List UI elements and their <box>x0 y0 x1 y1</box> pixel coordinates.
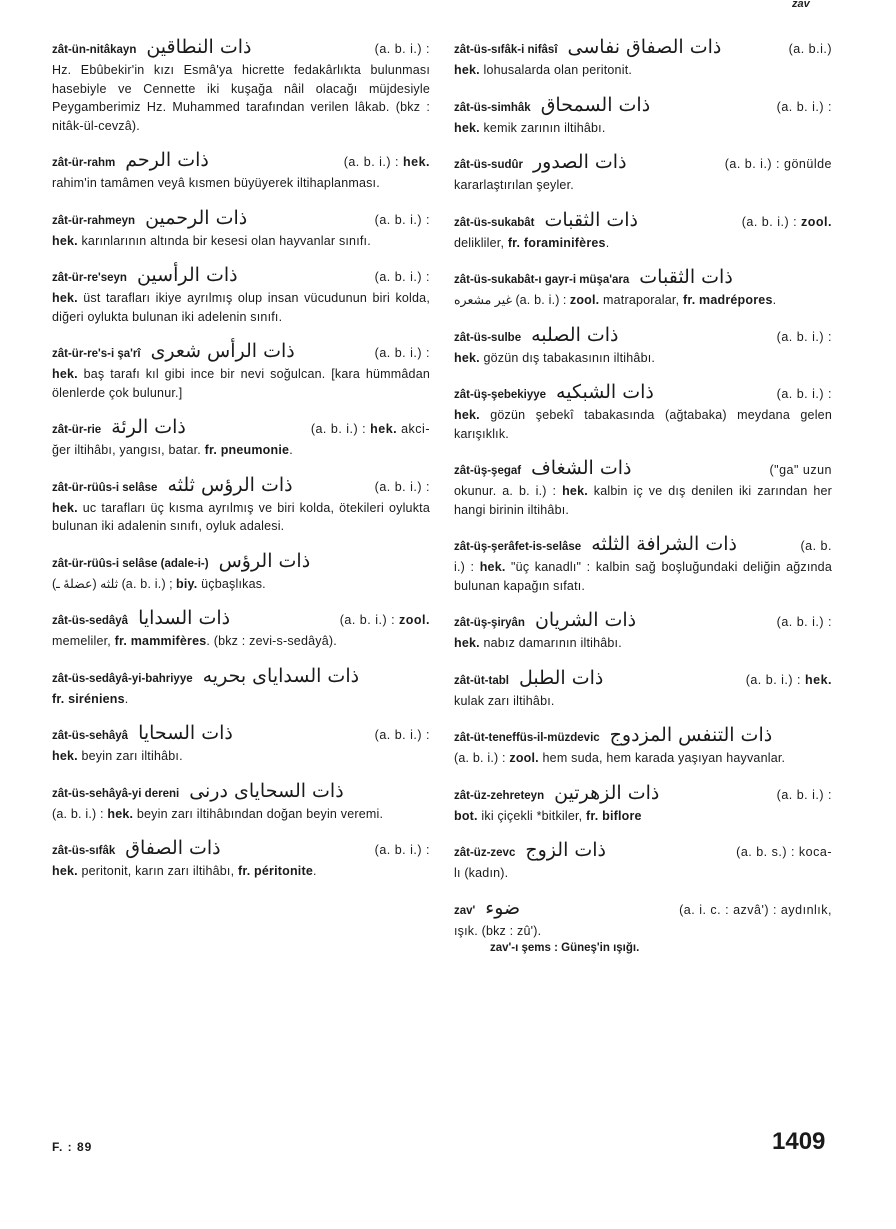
entry-arabic: ذات السحايای درنى <box>189 779 344 802</box>
entry-arabic: ذات النطاقين <box>146 36 252 58</box>
entry-tag: (a. b. i.) : <box>374 212 430 227</box>
entry-definition: hek. beyin zarı iltihâbı. <box>52 749 183 763</box>
entry-lemma: zât-üş-şiryân <box>454 617 525 629</box>
dictionary-entry <box>52 550 430 594</box>
dictionary-entry <box>52 780 430 824</box>
entry-arabic: ذات الرؤس <box>218 549 311 572</box>
entry-head <box>52 149 430 174</box>
entry-lemma: zât-ür-rie <box>52 424 102 436</box>
dictionary-entry <box>52 340 430 402</box>
entry-head <box>454 782 832 807</box>
dictionary-entry <box>52 264 430 326</box>
entry-lemma: zât-üş-şerâfet-is-selâse <box>454 541 582 553</box>
entry-head <box>454 897 832 922</box>
entry-arabic: ذات التنفس المزدوج <box>609 724 773 746</box>
entry-head <box>454 324 832 349</box>
entry-lemma: zât-üs-sudûr <box>454 159 523 171</box>
entry-lemma: zât-üs-sıfâk <box>52 845 116 857</box>
entry-lemma: zât-ün-nitâkayn <box>52 44 137 56</box>
entry-definition: kararlaştırılan şeyler. <box>454 178 574 192</box>
entry-arabic: ذات الصلبه <box>531 323 619 346</box>
dictionary-entry <box>454 94 832 138</box>
entry-definition: hek. gözün dış tabakasının iltihâbı. <box>454 350 656 365</box>
entry-head <box>454 533 832 558</box>
entry-tag: (a. b. <box>800 539 832 553</box>
dictionary-entry <box>454 897 832 941</box>
entry-arabic: ذات الشبكيه <box>556 381 654 403</box>
entry-head <box>454 724 832 749</box>
running-head: zav <box>792 0 810 10</box>
entry-definition: hek. uc tarafları üç kısma ayrılmış ve biri kolda, ötekileri oylukta bulunan iki adalenin sınıfı, oyluk adalesi. <box>52 500 430 533</box>
entry-arabic: ذات السحايا <box>138 722 233 744</box>
entry-arabic: ذات الثقبات <box>639 266 733 288</box>
dictionary-entry <box>454 724 832 768</box>
entry-definition: i.) : hek. "üç kanadlı" : kalbin sağ boşluğundaki deliğin ağzında bulunan kapağın sıfatı. <box>454 560 832 593</box>
entry-tag: (a. b. i.) : <box>776 99 832 114</box>
dictionary-entry <box>52 474 430 536</box>
entry-lemma: zât-üz-zevc <box>454 847 516 859</box>
printer-signature: F. : 89 <box>52 1140 93 1154</box>
entry-lemma: zât-üs-sıfâk-i nifâsî <box>454 44 558 56</box>
entry-definition: bot. iki çiçekli *bitkiler, fr. biflore <box>454 808 642 823</box>
entry-head <box>52 550 430 575</box>
entry-head <box>52 36 430 61</box>
dictionary-entry <box>52 149 430 193</box>
dictionary-entry <box>52 665 430 709</box>
entry-head <box>454 94 832 119</box>
entry-definition: ğer iltihâbı, yangısı, batar. fr. pneumonie. <box>52 443 293 457</box>
entry-tag: ("ga" uzun <box>769 463 832 477</box>
entry-arabic: ذات الرأس شعرى <box>150 340 295 362</box>
entry-head <box>454 209 832 234</box>
entry-tag: (a. i. c. : azvâ') : aydınlık, <box>679 902 832 917</box>
entry-definition: hek. gözün şebekî tabakasında (ağtabaka) meydana gelen karışıklık. <box>454 408 832 441</box>
entry-definition: fr. siréniens. <box>52 691 129 706</box>
entry-head <box>454 36 832 61</box>
entry-arabic: ذات الرأسين <box>136 264 238 286</box>
entry-definition: hek. baş tarafı kıl gibi ince bir nevi soğulcan. [kara hümmâdan ölenlerde çok bulunur.] <box>52 367 430 400</box>
entry-head <box>454 940 832 956</box>
entry-tag: (a. b. i.) : <box>374 42 430 56</box>
entry-tag: (a. b. i.) : <box>776 329 832 344</box>
entry-arabic: ذات الشريان <box>534 609 637 631</box>
entry-arabic: ذات الصفاق نفاسى <box>567 36 722 58</box>
entry-definition: (ثلثه (عضلهٔ ـ (a. b. i.) ; biy. üçbaşlıkas. <box>52 576 266 591</box>
entry-arabic: ذات الصدور <box>533 151 627 173</box>
entry-definition: kulak zarı iltihâbı. <box>454 693 555 708</box>
dictionary-entry <box>52 207 430 251</box>
entry-head <box>454 151 832 176</box>
entry-arabic: ذات الطبل <box>518 666 604 689</box>
dictionary-entry <box>52 722 430 766</box>
entry-head <box>52 780 430 805</box>
entry-definition: Hz. Ebûbekir'in kızı Esmâ'ya hicrette fedakârlıkta bulunması hasebiyle ve Cennette iki kuşağa nâil olacağı müjdesiyle Peygamberimiz Hz. Muhammed tarafından verilen lâkab. (bkz : nitâk-ül-cevzâ). <box>52 63 430 133</box>
dictionary-entry <box>454 782 832 826</box>
entry-arabic: ذات الشغاف <box>531 457 632 479</box>
entry-definition: ışık. (bkz : zû'). <box>454 923 542 938</box>
dictionary-entry <box>454 839 832 883</box>
entry-head <box>52 665 430 690</box>
dictionary-entry <box>52 607 430 651</box>
entry-lemma: zât-ür-re'seyn <box>52 272 127 284</box>
entry-lemma: zât-üs-sulbe <box>454 331 522 344</box>
entry-definition: hek. peritonit, karın zarı iltihâbı, fr. péritonite. <box>52 864 317 878</box>
entry-tag: (a. b. i.) : <box>374 346 430 360</box>
entry-lemma: zât-üz-zehreteyn <box>454 789 545 802</box>
entry-head <box>52 474 430 499</box>
entry-tag: (a. b. i.) : <box>776 387 832 401</box>
entry-tag: (a. b. i.) : <box>374 843 430 857</box>
entry-lemma: zât-üs-sehâyâ-yi dereni <box>52 787 180 800</box>
dictionary-entry <box>52 36 430 135</box>
entry-head <box>454 609 832 634</box>
entry-lemma: zât-üs-sehâyâ <box>52 730 129 742</box>
entry-definition: غير مشعره (a. b. i.) : zool. matraporalar, fr. madrépores. <box>454 293 777 307</box>
dictionary-entry <box>454 209 832 253</box>
entry-definition: rahim'in tamâmen veyâ kısmen büyüyerek iltihaplanması. <box>52 176 380 190</box>
entry-lemma: zât-ür-rüûs-i selâse (adale-i-) <box>52 557 209 570</box>
entry-tag: (a. b. s.) : koca- <box>736 845 832 859</box>
entry-arabic: ذات الثقبات <box>544 208 639 231</box>
entry-definition: okunur. a. b. i.) : hek. kalbin iç ve dış denilen iki zarından her hangi birinin iltihâbı. <box>454 484 833 517</box>
entry-tag: (a. b. i.) : gönülde <box>724 157 832 171</box>
entry-lemma: zât-üt-tabl <box>454 674 509 687</box>
entry-tag: (a. b. i.) : hek. <box>343 155 430 169</box>
entry-head <box>52 722 430 747</box>
entry-definition: hek. nabız damarının iltihâbı. <box>454 636 622 650</box>
entry-head <box>454 266 832 291</box>
entry-lemma: zât-üs-sedâyâ <box>52 615 129 627</box>
entry-definition: hek. karınlarının altında bir kesesi olan hayvanlar sınıfı. <box>52 233 371 248</box>
dictionary-entry <box>454 151 832 195</box>
entry-definition: delikliler, fr. foraminifères. <box>454 235 610 250</box>
page-number: 1409 <box>772 1128 826 1155</box>
dictionary-subentry <box>454 940 832 956</box>
entry-head <box>52 340 430 365</box>
entry-tag: (a. b. i.) : <box>776 787 832 802</box>
entry-head <box>52 207 430 232</box>
entry-lemma: zât-üş-şegaf <box>454 465 522 477</box>
entry-tag: (a. b. i.) : <box>776 615 832 629</box>
entry-lemma: zât-ür-re's-i şa'rî <box>52 348 141 360</box>
entry-head <box>454 457 832 482</box>
dictionary-entry <box>454 381 832 443</box>
dictionary-entry <box>454 609 832 653</box>
entry-lemma: zât-üs-sedâyâ-yi-bahriyye <box>52 672 193 685</box>
dictionary-entry <box>454 457 832 519</box>
entry-head <box>52 607 430 632</box>
entry-arabic: ضوء <box>485 896 521 919</box>
entry-arabic: ذات الزوج <box>525 839 607 861</box>
entry-definition: lı (kadın). <box>454 866 509 880</box>
entry-head <box>52 264 430 289</box>
entry-arabic: ذات الرؤس ثلثه <box>167 473 293 496</box>
entry-tag: (a. b. i.) : hek. <box>745 672 832 687</box>
entry-arabic: ذات الزهرتين <box>554 781 660 804</box>
entry-arabic: ذات السدايا <box>138 607 231 629</box>
entry-arabic: ذات الصفاق <box>125 837 221 859</box>
entry-arabic: ذات الرحمين <box>145 206 248 229</box>
dictionary-entry <box>454 533 832 595</box>
entry-lemma: zât-üs-sukabât <box>454 216 535 229</box>
entry-lemma: zav' <box>454 904 476 917</box>
entry-arabic: ذات الرئة <box>111 416 186 438</box>
entry-head <box>454 839 832 864</box>
entry-definition: memeliler, fr. mammifères. (bkz : zevi-s-sedâyâ). <box>52 634 337 648</box>
dictionary-entry <box>454 36 832 80</box>
entry-definition: (a. b. i.) : hek. beyin zarı iltihâbından doğan beyin veremi. <box>52 806 384 821</box>
entry-tag: (a. b. i.) : <box>374 728 430 742</box>
dictionary-entry <box>52 416 430 460</box>
entry-head <box>52 837 430 862</box>
entry-head <box>454 381 832 406</box>
entry-tag: (a. b.i.) <box>788 42 832 56</box>
entry-head <box>454 667 832 692</box>
entry-arabic: ذات السدايای بحريه <box>202 664 360 687</box>
entry-tag: (a. b. i.) : hek. akci- <box>310 422 430 436</box>
entry-lemma: zât-üt-teneffüs-il-müzdevic <box>454 732 600 744</box>
entry-lemma: zât-ür-rüûs-i selâse <box>52 481 158 494</box>
entry-lemma: zât-üş-şebekiyye <box>454 389 547 401</box>
entry-definition: hek. lohusalarda olan peritonit. <box>454 63 633 77</box>
entry-tag: (a. b. i.) : <box>374 479 430 494</box>
entry-lemma: zât-üs-sukabât-ı gayr-i müşa'ara <box>454 274 630 286</box>
dictionary-entry <box>454 324 832 368</box>
entry-definition: hek. kemik zarının iltihâbı. <box>454 120 606 135</box>
dictionary-entry <box>454 266 832 310</box>
entry-lemma: zât-üs-simhâk <box>454 101 531 114</box>
right-column <box>454 36 832 970</box>
entry-tag: (a. b. i.) : zool. <box>339 613 430 627</box>
entry-arabic: ذات الرحم <box>125 149 209 171</box>
entry-lemma: zât-ür-rahmeyn <box>52 214 136 227</box>
entry-arabic: ذات الشرافة الثلثه <box>591 533 737 555</box>
dictionary-entry <box>454 667 832 711</box>
entry-tag: (a. b. i.) : zool. <box>741 214 832 229</box>
entry-lemma: zav'-ı şems : Güneş'in ışığı. <box>490 942 640 954</box>
dictionary-entry <box>52 837 430 881</box>
entry-definition: hek. üst tarafları ikiye ayrılmış olup insan vücudunun biri kolda, diğeri oylukta bulunan iki adelenin sınıfı. <box>52 291 430 324</box>
entry-definition: (a. b. i.) : zool. hem suda, hem karada yaşıyan hayvanlar. <box>454 751 786 765</box>
entry-tag: (a. b. i.) : <box>374 270 430 284</box>
entry-lemma: zât-ür-rahm <box>52 157 116 169</box>
entry-arabic: ذات السمحاق <box>540 93 651 116</box>
entry-head <box>52 416 430 441</box>
left-column <box>52 36 430 895</box>
